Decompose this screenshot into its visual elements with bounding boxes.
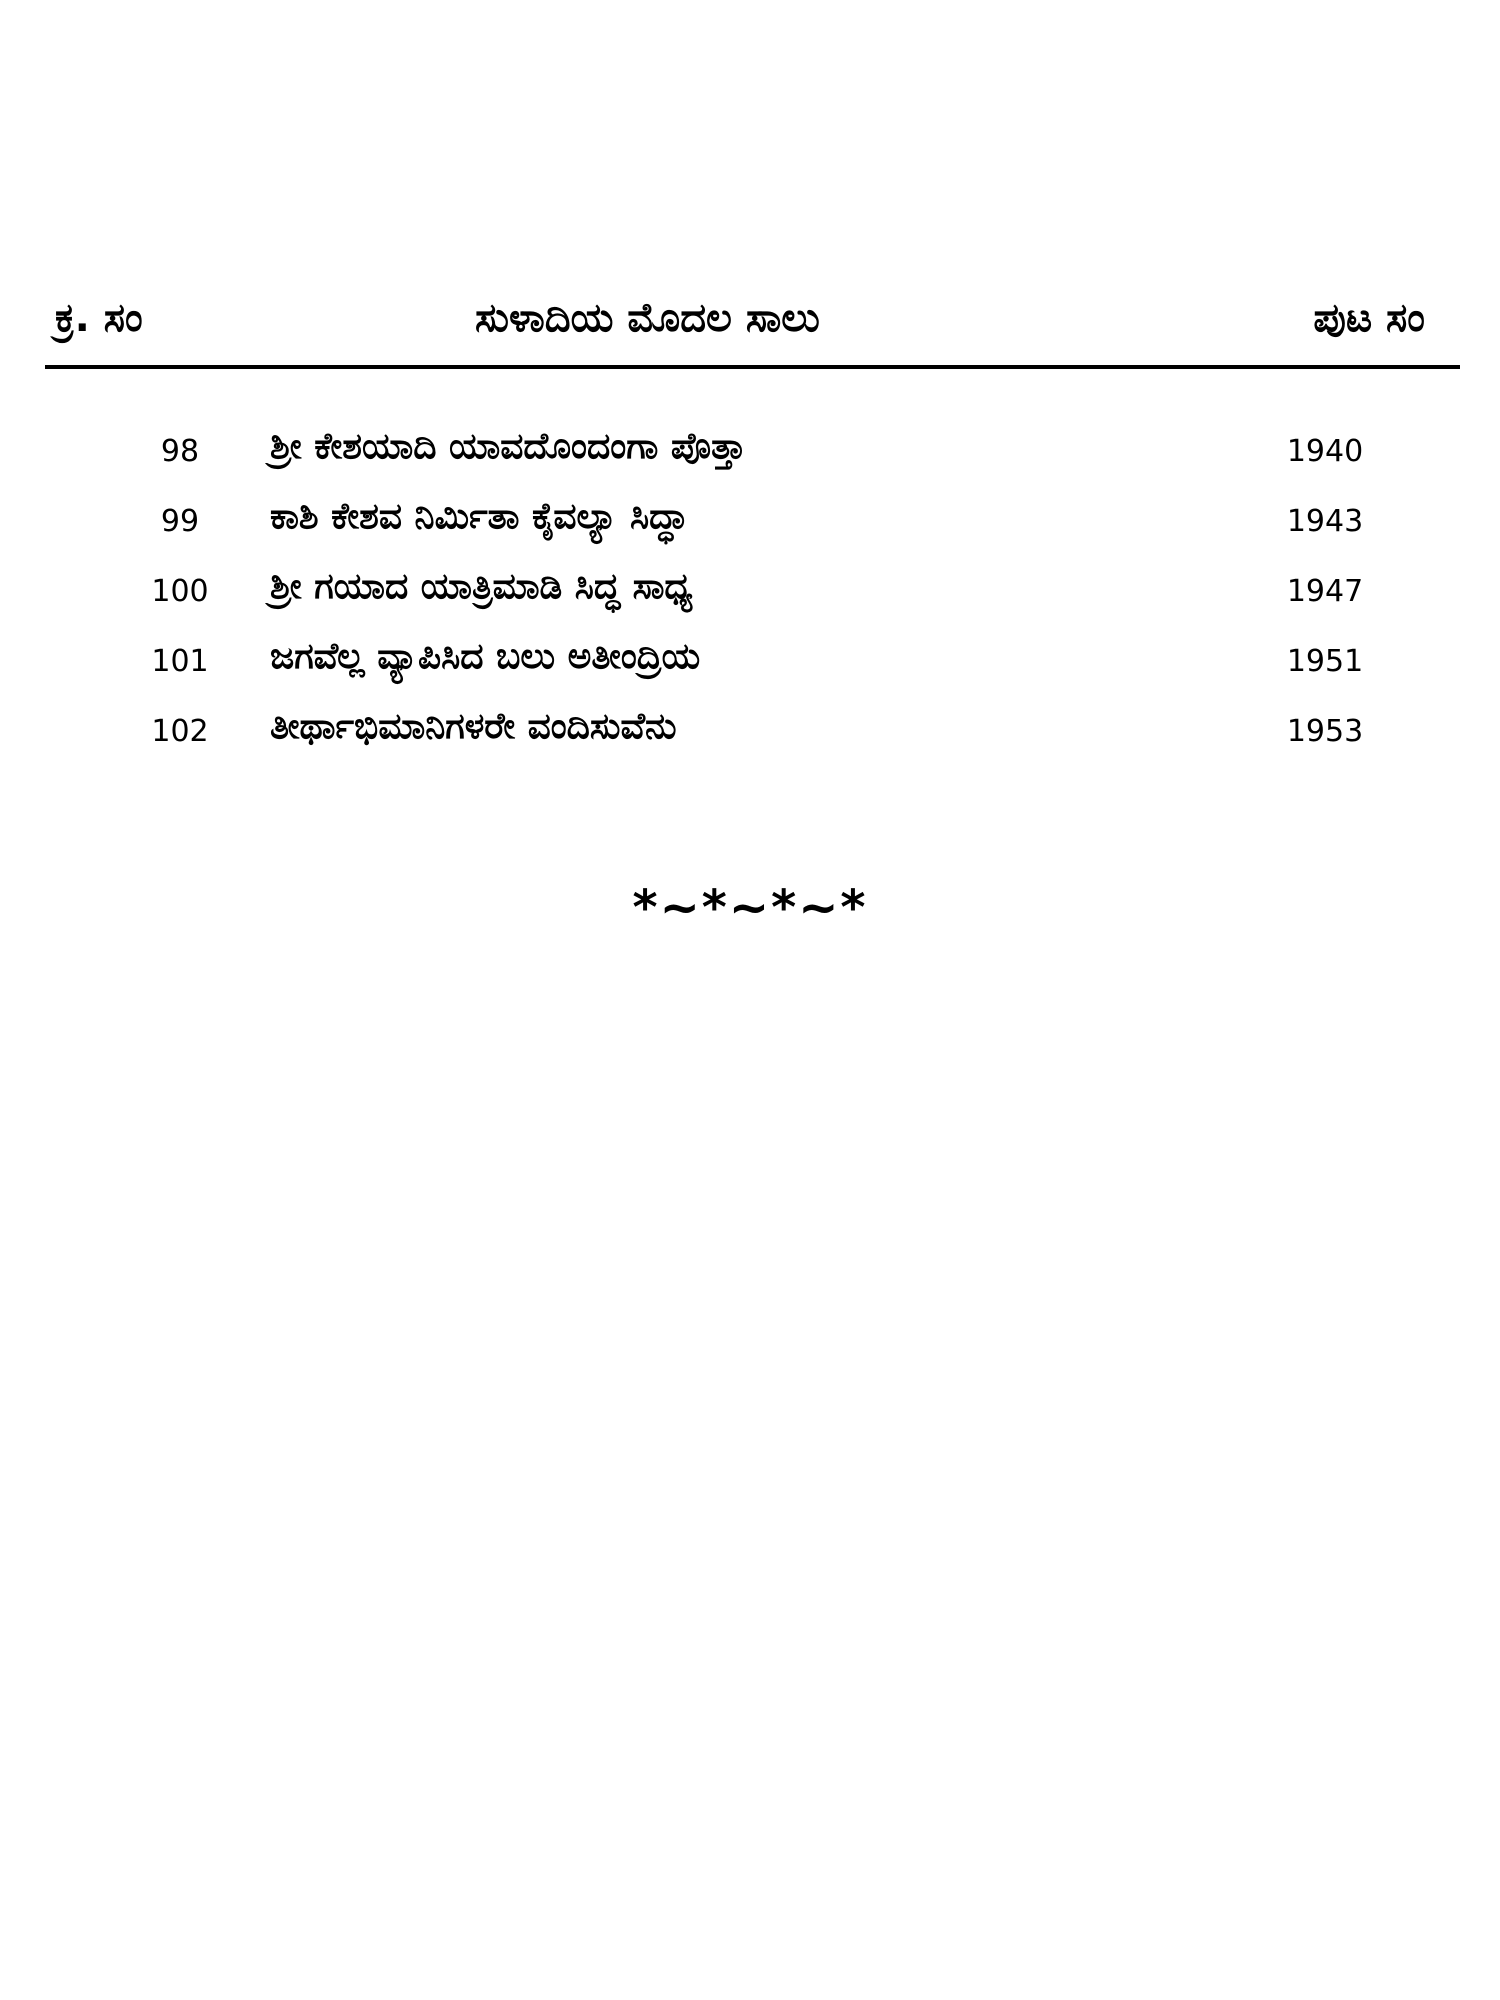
row-page: 1943 — [1286, 504, 1364, 539]
row-number: 98 — [160, 434, 200, 469]
row-page: 1953 — [1286, 714, 1364, 749]
row-number: 99 — [160, 504, 200, 539]
table-row — [45, 700, 1460, 770]
row-number: 100 — [151, 574, 209, 609]
table-body — [45, 420, 1460, 770]
row-number: 101 — [151, 644, 209, 679]
header-divider — [45, 365, 1460, 369]
row-first-line: ಶ್ರೀ ಕೇಶಯಾದಿ ಯಾವದೊಂದಂಗಾ ಪೊತ್ತಾ — [270, 426, 746, 467]
row-page: 1940 — [1286, 434, 1364, 469]
table-row — [45, 490, 1460, 560]
column-header-first-line: ಸುಳಾದಿಯ ಮೊದಲ ಸಾಲು — [475, 295, 820, 341]
row-first-line: ಕಾಶಿ ಕೇಶವ ನಿರ್ಮಿತಾ ಕೈವಲ್ಯಾ ಸಿದ್ಧಾ — [270, 496, 688, 537]
end-ornament: *~*~*~* — [632, 880, 868, 936]
row-page: 1951 — [1286, 644, 1364, 679]
row-first-line: ತೀರ್ಥಾಭಿಮಾನಿಗಳರೇ ವಂದಿಸುವೆನು — [270, 706, 677, 747]
table-row — [45, 420, 1460, 490]
row-number: 102 — [151, 714, 209, 749]
table-row — [45, 630, 1460, 700]
column-header-number: ಕ್ರ. ಸಂ — [55, 295, 143, 341]
column-header-page: ಪುಟ ಸಂ — [1313, 295, 1425, 341]
row-page: 1947 — [1286, 574, 1364, 609]
row-first-line: ಜಗವೆಲ್ಲ ವ್ಯಾಪಿಸಿದ ಬಲು ಅತೀಂದ್ರಿಯ — [270, 636, 701, 677]
table-row — [45, 560, 1460, 630]
table-header — [45, 285, 1460, 365]
row-first-line: ಶ್ರೀ ಗಯಾದ ಯಾತ್ರಿಮಾಡಿ ಸಿದ್ಧ ಸಾಧ್ಯ — [270, 566, 693, 607]
